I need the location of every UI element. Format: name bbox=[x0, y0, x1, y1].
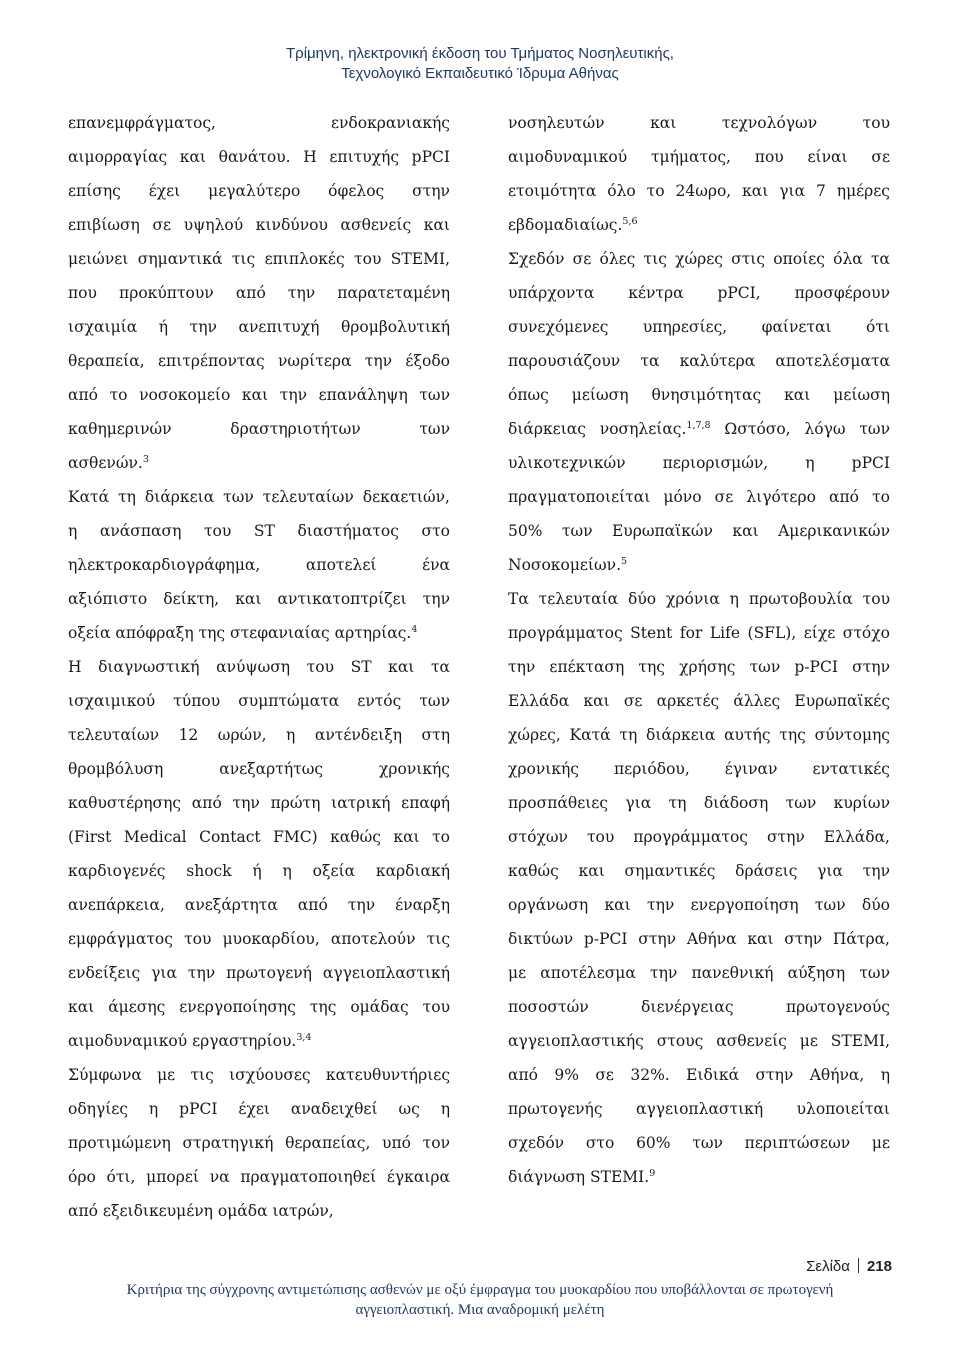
line-text: προτιμώμενη στρατηγική θεραπείας, υπό τον bbox=[68, 1134, 450, 1152]
line-text: νοσηλευτών και τεχνολόγων του bbox=[508, 114, 890, 132]
text-line bbox=[68, 344, 450, 378]
line-text: (First Medical Contact FMC) καθώς και το bbox=[68, 828, 450, 846]
line-text: αγγειοπλαστικής στους ασθενείς με STEMI, bbox=[508, 1032, 890, 1050]
line-text: πραγματοποιείται μόνο σε λιγότερο από το bbox=[508, 488, 890, 506]
line-text: ηλεκτροκαρδιογράφημα, αποτελεί ένα bbox=[68, 556, 450, 574]
text-line bbox=[508, 990, 890, 1024]
text-line bbox=[68, 514, 450, 548]
text-line bbox=[508, 480, 890, 514]
text-line bbox=[508, 378, 890, 412]
text-line bbox=[68, 310, 450, 344]
line-text: καθυστέρησης από την πρώτη ιατρική επαφή bbox=[68, 794, 450, 812]
text-line bbox=[508, 208, 890, 242]
text-line bbox=[68, 548, 450, 582]
line-text: επιβίωση σε υψηλού κινδύνου ασθενείς και bbox=[68, 216, 450, 234]
line-text: στόχων του προγράμματος στην Ελλάδα, bbox=[508, 828, 890, 846]
line-text: Σύμφωνα με τις ισχύουσες κατευθυντήριες bbox=[68, 1066, 450, 1084]
text-line bbox=[68, 922, 450, 956]
line-text: από το νοσοκομείο και την επανάληψη των bbox=[68, 386, 450, 404]
line-text: επίσης έχει μεγαλύτερο όφελος στην bbox=[68, 182, 450, 200]
line-text: εμφράγματος του μυοκαρδίου, αποτελούν τις bbox=[68, 930, 450, 948]
line-text: διάρκειας νοσηλείας. bbox=[508, 420, 687, 438]
text-line bbox=[508, 616, 890, 650]
text-line bbox=[68, 276, 450, 310]
line-text: καθημερινών δραστηριοτήτων των bbox=[68, 420, 450, 438]
text-line bbox=[508, 514, 890, 548]
text-line bbox=[68, 1194, 450, 1228]
right-text-column bbox=[508, 106, 890, 1194]
article-title-footer-line-2: αγγειοπλαστική. Μια αναδρομική μελέτη bbox=[355, 1302, 605, 1318]
citation-superscript: 5 bbox=[621, 556, 628, 567]
text-line bbox=[68, 616, 450, 650]
text-line bbox=[508, 140, 890, 174]
line-text: Σχεδόν σε όλες τις χώρες στις οποίες όλα τα bbox=[508, 250, 890, 268]
line-text: ισχαιμία ή την ανεπιτυχή θρομβολυτική bbox=[68, 318, 450, 336]
text-line bbox=[68, 1160, 450, 1194]
text-line bbox=[508, 718, 890, 752]
text-line bbox=[508, 684, 890, 718]
line-text: υπάρχοντα κέντρα pPCI, προσφέρουν bbox=[508, 284, 890, 302]
line-text: η ανάσπαση του ST διαστήματος στο bbox=[68, 522, 450, 540]
text-line bbox=[68, 582, 450, 616]
page-number bbox=[806, 1258, 892, 1275]
line-text: οξεία απόφραξη της στεφανιαίας αρτηρίας. bbox=[68, 624, 412, 642]
line-text: που προκύπτουν από την παρατεταμένη bbox=[68, 284, 450, 302]
citation-superscript: 1,7,8 bbox=[686, 420, 711, 431]
page-number-value: 218 bbox=[866, 1258, 892, 1275]
line-text: αξιόπιστο δείκτη, και αντικατοπτρίζει την bbox=[68, 590, 450, 608]
line-text: Τα τελευταία δύο χρόνια η πρωτοβουλία του bbox=[508, 590, 890, 608]
text-line bbox=[508, 786, 890, 820]
line-text: ποσοστών διενέργειας πρωτογενούς bbox=[508, 998, 890, 1016]
text-line bbox=[508, 344, 890, 378]
text-line bbox=[68, 990, 450, 1024]
line-text: οργάνωση και την ενεργοποίηση των δύο bbox=[508, 896, 890, 914]
line-text: προγράμματος Stent for Life (SFL), είχε στόχο bbox=[508, 624, 890, 642]
line-text: καθώς και σημαντικές δράσεις για την bbox=[508, 862, 890, 880]
text-line bbox=[508, 412, 890, 446]
journal-header-line-2: Τεχνολογικό Εκπαιδευτικό Ίδρυμα Αθήνας bbox=[341, 65, 619, 82]
page-label: Σελίδα bbox=[806, 1258, 850, 1275]
text-line bbox=[68, 1092, 450, 1126]
line-text: τελευταίων 12 ωρών, η αντένδειξη στη bbox=[68, 726, 450, 744]
text-line bbox=[68, 718, 450, 752]
text-line bbox=[68, 684, 450, 718]
line-text: και άμεσης ενεργοποίησης της ομάδας του bbox=[68, 998, 450, 1016]
text-line bbox=[68, 446, 450, 480]
text-line bbox=[508, 106, 890, 140]
journal-header bbox=[0, 44, 960, 84]
line-text: αιμοδυναμικού εργαστηρίου. bbox=[68, 1032, 297, 1050]
line-text: χρονικής περιόδου, έγιναν εντατικές bbox=[508, 760, 890, 778]
line-text: παρουσιάζουν τα καλύτερα αποτελέσματα bbox=[508, 352, 890, 370]
text-line bbox=[508, 1058, 890, 1092]
line-text: όπως μείωση θνησιμότητας και μείωση bbox=[508, 386, 890, 404]
text-line bbox=[508, 276, 890, 310]
line-text: εβδομαδιαίως. bbox=[508, 216, 623, 234]
text-line bbox=[68, 854, 450, 888]
text-line bbox=[508, 310, 890, 344]
line-text: Ελλάδα και σε αρκετές άλλες Ευρωπαϊκές bbox=[508, 692, 890, 710]
text-line bbox=[68, 480, 450, 514]
text-line bbox=[68, 650, 450, 684]
line-text: θρομβόλυση ανεξαρτήτως χρονικής bbox=[68, 760, 450, 778]
line-text: ασθενών. bbox=[68, 454, 143, 472]
line-text: θεραπεία, επιτρέποντας νωρίτερα την έξοδο bbox=[68, 352, 450, 370]
text-line bbox=[68, 820, 450, 854]
text-line bbox=[508, 1160, 890, 1194]
line-text: από 9% σε 32%. Ειδικά στην Αθήνα, η bbox=[508, 1066, 890, 1084]
line-text: συνεχόμενες υπηρεσίες, φαίνεται ότι bbox=[508, 318, 890, 336]
text-line bbox=[68, 1024, 450, 1058]
text-line bbox=[68, 378, 450, 412]
line-text: ετοιμότητα όλο το 24ωρο, και για 7 ημέρες bbox=[508, 182, 890, 200]
text-line bbox=[68, 752, 450, 786]
text-line bbox=[68, 242, 450, 276]
text-line bbox=[508, 1092, 890, 1126]
text-line bbox=[508, 922, 890, 956]
article-title-footer-line-1: Κριτήρια της σύγχρονης αντιμετώπισης ασθενών με οξύ έμφραγμα του μυοκαρδίου που υποβάλλονται σε πρωτογενή bbox=[126, 1282, 834, 1298]
line-text: ισχαιμικού τύπου συμπτώματα εντός των bbox=[68, 692, 450, 710]
citation-superscript: 4 bbox=[411, 624, 418, 635]
text-line bbox=[508, 1126, 890, 1160]
text-line bbox=[508, 820, 890, 854]
line-text: από εξειδικευμένη ομάδα ιατρών, bbox=[68, 1202, 334, 1220]
citation-superscript: 5,6 bbox=[622, 216, 638, 227]
text-line bbox=[508, 174, 890, 208]
line-text: αιμοδυναμικού τμήματος, που είναι σε bbox=[508, 148, 890, 166]
citation-superscript: 3 bbox=[142, 454, 149, 465]
line-text: Η διαγνωστική ανύψωση του ST και τα bbox=[68, 658, 450, 676]
line-text: καρδιογενές shock ή η οξεία καρδιακή bbox=[68, 862, 450, 880]
text-line bbox=[508, 582, 890, 616]
page-number-divider bbox=[858, 1258, 859, 1273]
text-line bbox=[508, 548, 890, 582]
journal-header-line-1: Τρίμηνη, ηλεκτρονική έκδοση του Τμήματος Νοσηλευτικής, bbox=[286, 45, 674, 62]
line-text: διάγνωση STEMI. bbox=[508, 1168, 650, 1186]
text-line bbox=[68, 106, 450, 140]
citation-superscript: 3,4 bbox=[296, 1032, 312, 1043]
line-text: με αποτέλεσμα την πανεθνική αύξηση των bbox=[508, 964, 890, 982]
line-text: Κατά τη διάρκεια των τελευταίων δεκαετιών, bbox=[68, 488, 450, 506]
text-line bbox=[68, 412, 450, 446]
line-text: ανεπάρκεια, ανεξάρτητα από την έναρξη bbox=[68, 896, 450, 914]
line-text: μειώνει σημαντικά τις επιπλοκές του STEMI, bbox=[68, 250, 450, 268]
text-line bbox=[508, 752, 890, 786]
line-text: δικτύων p-PCI στην Αθήνα και στην Πάτρα, bbox=[508, 930, 890, 948]
text-line bbox=[508, 446, 890, 480]
line-text: πρωτογενής αγγειοπλαστική υλοποιείται bbox=[508, 1100, 890, 1118]
line-text: σχεδόν στο 60% των περιπτώσεων με bbox=[508, 1134, 890, 1152]
line-text: ενδείξεις για την πρωτογενή αγγειοπλαστική bbox=[68, 964, 450, 982]
line-text: την επέκταση της χρήσης των p-PCI στην bbox=[508, 658, 890, 676]
left-text-column bbox=[68, 106, 450, 1228]
text-line bbox=[68, 140, 450, 174]
line-text-continuation: Ωστόσο, λόγω των bbox=[710, 420, 890, 438]
line-text: αιμορραγίας και θανάτου. Η επιτυχής pPCI bbox=[68, 148, 450, 166]
text-line bbox=[68, 786, 450, 820]
article-title-footer bbox=[0, 1280, 960, 1320]
text-line bbox=[508, 650, 890, 684]
text-line bbox=[68, 1126, 450, 1160]
line-text: όρο ότι, μπορεί να πραγματοποιηθεί έγκαιρα bbox=[68, 1168, 450, 1186]
text-line bbox=[68, 1058, 450, 1092]
line-text: 50% των Ευρωπαϊκών και Αμερικανικών bbox=[508, 522, 890, 540]
line-text: υλικοτεχνικών περιορισμών, η pPCI bbox=[508, 454, 890, 472]
text-line bbox=[68, 174, 450, 208]
text-line bbox=[508, 854, 890, 888]
text-line bbox=[68, 956, 450, 990]
line-text: επανεμφράγματος, ενδοκρανιακής bbox=[68, 114, 450, 132]
line-text: οδηγίες η pPCI έχει αναδειχθεί ως η bbox=[68, 1100, 450, 1118]
text-line bbox=[68, 888, 450, 922]
line-text: προσπάθειες για τη διάδοση των κυρίων bbox=[508, 794, 890, 812]
text-line bbox=[508, 956, 890, 990]
line-text: Νοσοκομείων. bbox=[508, 556, 621, 574]
text-line bbox=[508, 1024, 890, 1058]
line-text: χώρες, Κατά τη διάρκεια αυτής της σύντομης bbox=[508, 726, 890, 744]
text-line bbox=[508, 242, 890, 276]
citation-superscript: 9 bbox=[649, 1168, 656, 1179]
text-line bbox=[508, 888, 890, 922]
text-line bbox=[68, 208, 450, 242]
